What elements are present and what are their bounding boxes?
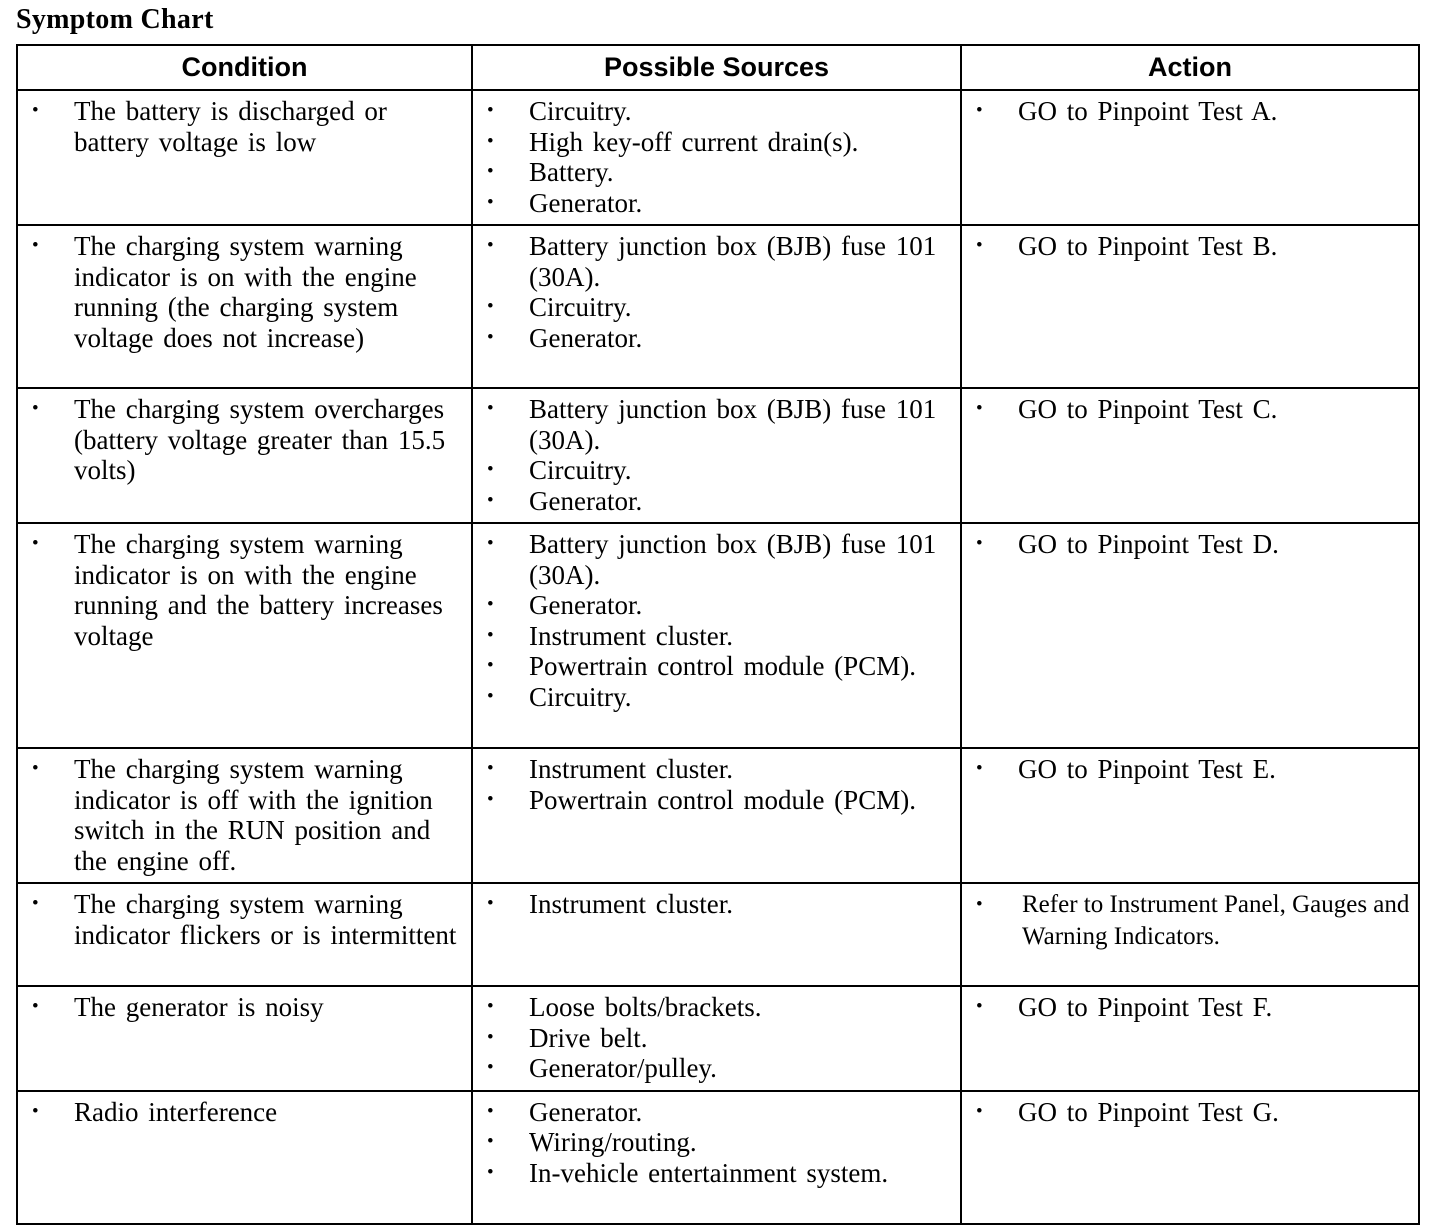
condition-text: • The charging system warning indicator is on with the engine running and the battery increases voltage — [18, 529, 471, 651]
condition-text: • The battery is discharged or battery voltage is low — [18, 96, 471, 157]
source-item: • Generator/pulley. — [473, 1053, 960, 1084]
source-item: • Circuitry. — [473, 682, 960, 713]
table-row — [17, 1091, 1419, 1224]
source-item: • In-vehicle entertainment system. — [473, 1158, 960, 1189]
action-cell — [961, 225, 1419, 388]
source-item: • Generator. — [473, 1097, 960, 1128]
condition-text: • The charging system warning indicator is on with the engine running (the charging system voltage does not increase) — [18, 231, 471, 353]
sources-cell — [472, 986, 961, 1091]
action-text: • GO to Pinpoint Test B. — [962, 231, 1418, 262]
source-item: • Battery junction box (BJB) fuse 101 (30A). — [473, 394, 960, 455]
source-item: • Generator. — [473, 323, 960, 354]
source-item: • Instrument cluster. — [473, 889, 960, 920]
action-text: • GO to Pinpoint Test D. — [962, 529, 1418, 560]
action-text: • GO to Pinpoint Test F. — [962, 992, 1418, 1023]
condition-text: • Radio interference — [18, 1097, 471, 1128]
source-item: • High key-off current drain(s). — [473, 127, 960, 158]
source-item: • Powertrain control module (PCM). — [473, 785, 960, 816]
source-item: • Powertrain control module (PCM). — [473, 651, 960, 682]
condition-text: • The charging system warning indicator is off with the ignition switch in the RUN position and the engine off. — [18, 754, 471, 876]
column-header-condition: Condition — [17, 45, 472, 90]
table-header-row — [17, 45, 1419, 90]
action-cell — [961, 986, 1419, 1091]
table-row — [17, 523, 1419, 748]
action-cell — [961, 1091, 1419, 1224]
sources-cell — [472, 883, 961, 986]
action-text: • GO to Pinpoint Test A. — [962, 96, 1418, 127]
source-item: • Circuitry. — [473, 96, 960, 127]
source-item: • Circuitry. — [473, 455, 960, 486]
action-cell — [961, 523, 1419, 748]
source-item: • Drive belt. — [473, 1023, 960, 1054]
condition-cell — [17, 748, 472, 883]
source-item: • Loose bolts/brackets. — [473, 992, 960, 1023]
source-item: • Battery junction box (BJB) fuse 101 (30A). — [473, 231, 960, 292]
table-row — [17, 986, 1419, 1091]
action-cell — [961, 883, 1419, 986]
source-item: • Generator. — [473, 188, 960, 219]
source-item: • Generator. — [473, 486, 960, 517]
sources-cell — [472, 748, 961, 883]
source-item: • Circuitry. — [473, 292, 960, 323]
source-item: • Generator. — [473, 590, 960, 621]
table-row — [17, 388, 1419, 523]
action-text: • GO to Pinpoint Test C. — [962, 394, 1418, 425]
source-item: • Instrument cluster. — [473, 754, 960, 785]
condition-text: • The charging system overcharges (battery voltage greater than 15.5 volts) — [18, 394, 471, 486]
source-item: • Instrument cluster. — [473, 621, 960, 652]
action-cell — [961, 388, 1419, 523]
column-header-action: Action — [961, 45, 1419, 90]
sources-cell — [472, 523, 961, 748]
sources-cell — [472, 388, 961, 523]
condition-text: • The charging system warning indicator flickers or is intermittent — [18, 889, 471, 950]
action-cell — [961, 748, 1419, 883]
table-row — [17, 883, 1419, 986]
condition-cell — [17, 1091, 472, 1224]
table-row — [17, 225, 1419, 388]
table-row — [17, 90, 1419, 225]
table-row — [17, 748, 1419, 883]
action-text: • Refer to Instrument Panel, Gauges and Warning Indicators. — [962, 889, 1418, 953]
condition-text: • The generator is noisy — [18, 992, 471, 1023]
action-text: • GO to Pinpoint Test E. — [962, 754, 1418, 785]
sources-cell — [472, 90, 961, 225]
column-header-sources: Possible Sources — [472, 45, 961, 90]
action-cell — [961, 90, 1419, 225]
condition-cell — [17, 523, 472, 748]
page-title: Symptom Chart — [16, 4, 214, 35]
sources-cell — [472, 225, 961, 388]
source-item: • Battery. — [473, 157, 960, 188]
action-text: • GO to Pinpoint Test G. — [962, 1097, 1418, 1128]
symptom-table — [16, 44, 1420, 1225]
condition-cell — [17, 388, 472, 523]
source-item: • Wiring/routing. — [473, 1127, 960, 1158]
condition-cell — [17, 883, 472, 986]
source-item: • Battery junction box (BJB) fuse 101 (30A). — [473, 529, 960, 590]
condition-cell — [17, 90, 472, 225]
sources-cell — [472, 1091, 961, 1224]
condition-cell — [17, 225, 472, 388]
condition-cell — [17, 986, 472, 1091]
